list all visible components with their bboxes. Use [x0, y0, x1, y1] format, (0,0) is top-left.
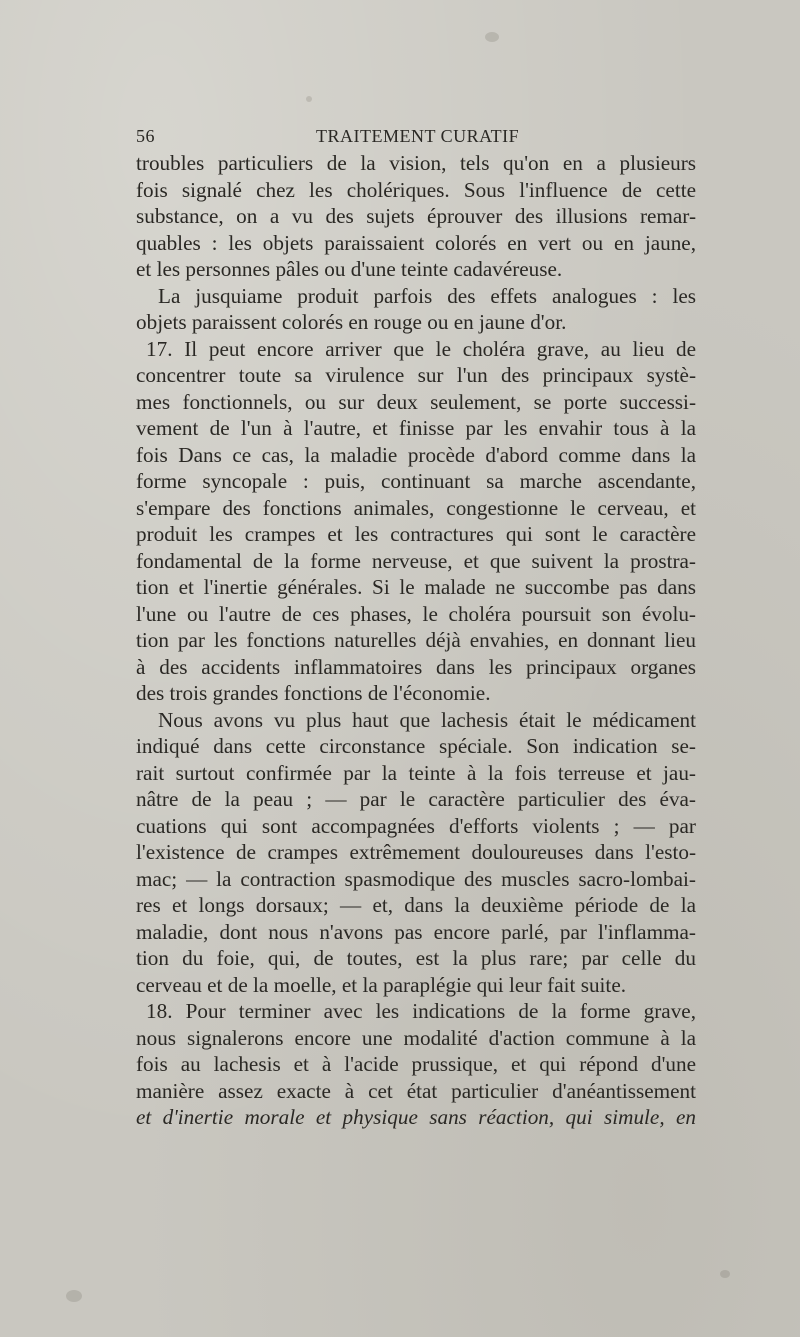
text-line: des trois grandes fonctions de l'économie.	[136, 681, 491, 705]
page-header	[136, 126, 696, 150]
text-line: fondamental de la forme nerveuse, et que suivent la prostra-	[136, 548, 696, 573]
text-line: mes fonctionnels, ou sur deux seulement, se porte successi-	[136, 389, 696, 414]
text-line: fois signalé chez les cholériques. Sous l'influence de cette	[136, 177, 696, 202]
text-line: res et longs dorsaux; — et, dans la deuxième période de la	[136, 893, 696, 917]
text-line: et les personnes pâles ou d'une teinte cadavéreuse.	[136, 257, 563, 281]
text-line: cerveau et de la moelle, et la paraplégie qui leur fait suite.	[136, 972, 627, 997]
paper-stain	[720, 1270, 730, 1278]
text-line: tion par les fonctions naturelles déjà envahies, en donnant lieu	[136, 628, 696, 652]
text-line: cuations qui sont accompagnées d'efforts violents ; — par	[136, 813, 696, 838]
running-title: TRAITEMENT CURATIF	[316, 126, 520, 146]
text-line: tion du foie, qui, de toutes, est la plus rare; par celle du	[136, 946, 696, 970]
text-line: indiqué dans cette circonstance spéciale. Son indication se-	[136, 734, 696, 758]
text-line: vement de l'un à l'autre, et finisse par les envahir tous à la	[136, 416, 696, 440]
text-line: quables : les objets paraissaient colorés en vert ou en jaune,	[136, 230, 696, 255]
text-line: La jusquiame produit parfois des effets analogues : les	[158, 283, 696, 308]
text-line: troubles particuliers de la vision, tels qu'on en a plusieurs	[136, 151, 696, 175]
text-line: 18. Pour terminer avec les indications de la forme grave,	[146, 999, 696, 1023]
page-number: 56	[136, 126, 155, 146]
text-line: substance, on a vu des sujets éprouver des illusions remar-	[136, 204, 696, 228]
text-line: l'existence de crampes extrêmement douloureuses dans l'esto-	[136, 840, 696, 864]
text-line: concentrer toute sa virulence sur l'un des principaux systè-	[136, 363, 696, 387]
text-line: forme syncopale : puis, continuant sa marche ascendante,	[136, 469, 696, 493]
paper-stain	[66, 1290, 82, 1302]
text-line: fois Dans ce cas, la maladie procède d'abord comme dans la	[136, 442, 696, 467]
text-line: l'une ou l'autre de ces phases, le choléra poursuit son évolu-	[136, 601, 696, 626]
text-line: manière assez exacte à cet état particulier d'anéantissement	[136, 1078, 696, 1103]
text-line: produit les crampes et les contractures qui sont le caractère	[136, 522, 696, 546]
paper-stain	[306, 96, 312, 102]
body-text	[136, 150, 696, 1131]
text-line: et d'inertie morale et physique sans réaction, qui simule, en	[136, 1105, 696, 1129]
text-line: maladie, dont nous n'avons pas encore parlé, par l'inflamma-	[136, 919, 696, 944]
text-line: nâtre de la peau ; — par le caractère particulier des éva-	[136, 787, 696, 811]
text-line: s'empare des fonctions animales, congestionne le cerveau, et	[136, 495, 696, 520]
text-line: mac; — la contraction spasmodique des muscles sacro-lombai-	[136, 866, 696, 891]
text-line: 17. Il peut encore arriver que le choléra grave, au lieu de	[146, 336, 696, 361]
text-line: tion et l'inertie générales. Si le malade ne succombe pas dans	[136, 575, 696, 599]
text-line: objets paraissent colorés en rouge ou en jaune d'or.	[136, 310, 567, 334]
text-line: nous signalerons encore une modalité d'action commune à la	[136, 1025, 696, 1050]
text-line: à des accidents inflammatoires dans les principaux organes	[136, 654, 696, 679]
paper-stain	[485, 32, 499, 42]
text-line: rait surtout confirmée par la teinte à la fois terreuse et jau-	[136, 760, 696, 785]
text-line: fois au lachesis et à l'acide prussique, et qui répond d'une	[136, 1052, 696, 1076]
text-line: Nous avons vu plus haut que lachesis était le médicament	[158, 707, 696, 732]
